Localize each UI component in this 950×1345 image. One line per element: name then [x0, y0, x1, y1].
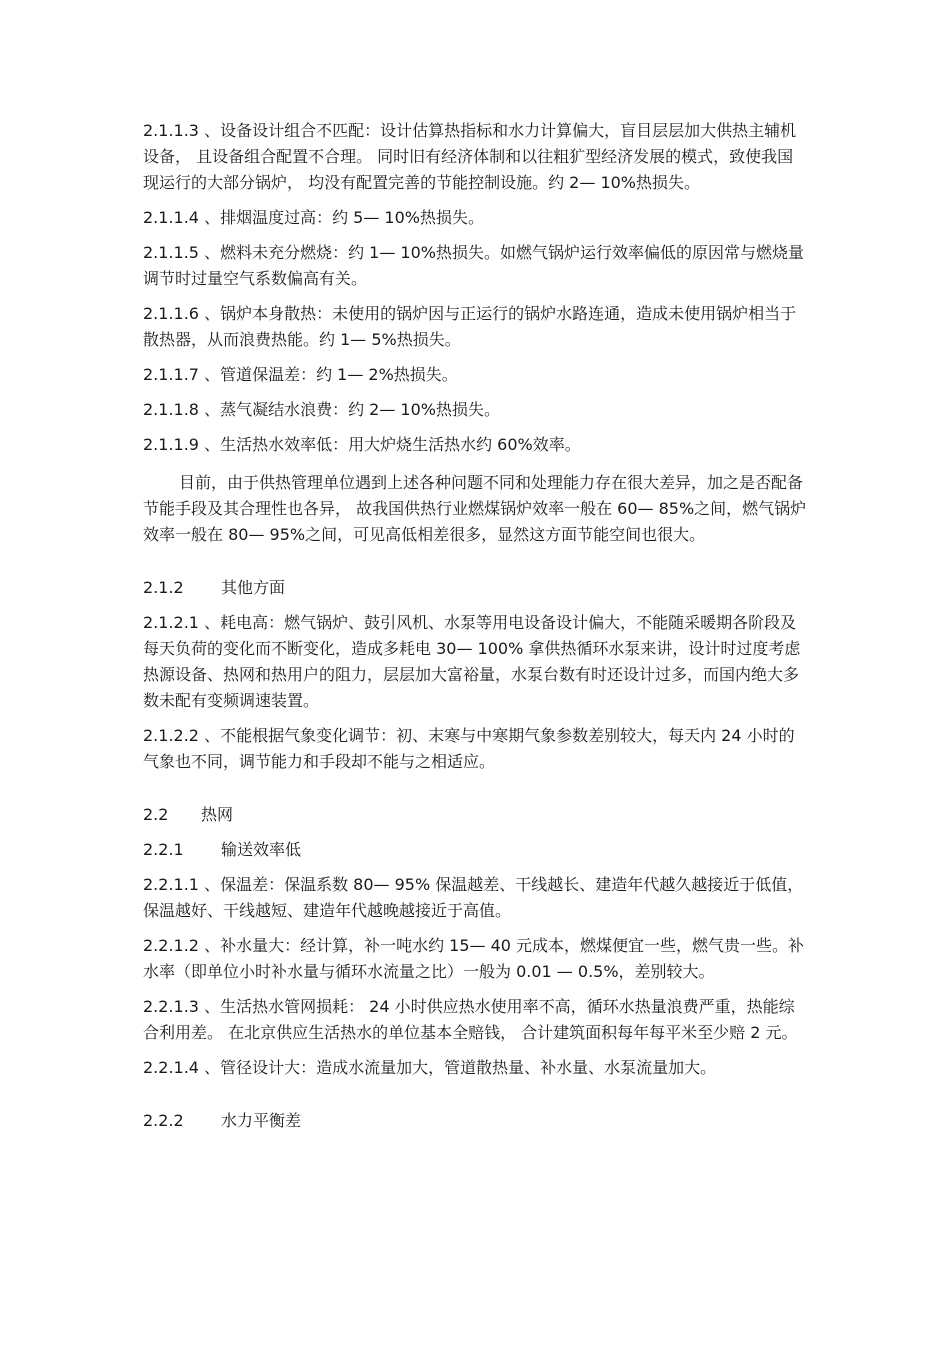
- list-item-paragraph: 2.1.2.2 、不能根据气象变化调节：初、末寒与中寒期气象参数差别较大，每天内 24 小时的气象也不同，调节能力和手段却不能与之相适应。: [143, 726, 795, 771]
- section-heading: [143, 802, 808, 828]
- section-number: 2.2.2: [143, 1111, 184, 1130]
- list-item-paragraph: 2.1.2.1 、耗电高：燃气锅炉、鼓引风机、水泵等用电设备设计偏大，不能随采暖期各阶段及每天负荷的变化而不断变化，造成多耗电 30— 100% 拿供热循环水泵来讲，设计时过度考虑热源设备、热网和热用户的阻力，层层加大富裕量，水泵台数有时还设计过多，而国内绝大多数未配有变频调速装置。: [143, 613, 801, 710]
- list-item-paragraph: 2.2.1.4 、管径设计大：造成水流量加大，管道散热量、补水量、水泵流量加大。: [143, 1058, 717, 1077]
- summary-paragraph: 目前，由于供热管理单位遇到上述各种问题不同和处理能力存在很大差异，加之是否配备节能手段及其合理性也各异， 故我国供热行业燃煤锅炉效率一般在 60— 85%之间，燃气锅炉效率一般在 80— 95%之间，可见高低相差很多，显然这方面节能空间也很大。: [143, 473, 807, 544]
- section-gap: [143, 557, 808, 575]
- list-item-paragraph: 2.1.1.5 、燃料未充分燃烧：约 1— 10%热损失。如燃气锅炉运行效率偏低的原因常与燃烧量调节时过量空气系数偏高有关。: [143, 243, 804, 288]
- section-number: 2.2: [143, 805, 169, 824]
- section-number: 2.2.1: [143, 840, 184, 859]
- section-gap: [143, 1090, 808, 1108]
- section-gap: [143, 784, 808, 802]
- section-heading: [143, 837, 808, 863]
- list-item-paragraph: 2.1.1.6 、锅炉本身散热：未使用的锅炉因与正运行的锅炉水路连通，造成未使用锅炉相当于散热器，从而浪费热能。约 1— 5%热损失。: [143, 304, 797, 349]
- list-item-paragraph: 2.1.1.4 、排烟温度过高：约 5— 10%热损失。: [143, 208, 484, 227]
- list-item-paragraph: 2.1.1.9 、生活热水效率低：用大炉烧生活热水约 60%效率。: [143, 435, 581, 454]
- section-title: 其他方面: [221, 578, 286, 597]
- document-body: [143, 118, 808, 1143]
- section-title: 热网: [201, 805, 234, 824]
- list-item-paragraph: 2.2.1.3 、生活热水管网损耗： 24 小时供应热水使用率不高，循环水热量浪费严重，热能综合利用差。 在北京供应生活热水的单位基本全赔钱， 合计建筑面积每年每平米至少赔 2 元。: [143, 997, 798, 1042]
- list-item-paragraph: 2.1.1.7 、管道保温差：约 1— 2%热损失。: [143, 365, 458, 384]
- section-title: 水力平衡差: [221, 1111, 302, 1130]
- section-number: 2.1.2: [143, 578, 184, 597]
- section-heading: [143, 575, 808, 601]
- section-title: 输送效率低: [221, 840, 302, 859]
- list-item-paragraph: 2.2.1.2 、补水量大：经计算，补一吨水约 15— 40 元成本，燃煤便宜一些，燃气贵一些。补水率（即单位小时补水量与循环水流量之比）一般为 0.01 — 0.5%，差别较大。: [143, 936, 805, 981]
- section-heading: [143, 1108, 808, 1134]
- list-item-paragraph: 2.1.1.8 、蒸气凝结水浪费：约 2— 10%热损失。: [143, 400, 500, 419]
- list-item-paragraph: 2.1.1.3 、设备设计组合不匹配：设计估算热指标和水力计算偏大，盲目层层加大供热主辅机设备， 且设备组合配置不合理。 同时旧有经济体制和以往粗犷型经济发展的模式，致使我国现运行的大部分锅炉， 均没有配置完善的节能控制设施。约 2— 10%热损失。: [143, 121, 797, 192]
- list-item-paragraph: 2.2.1.1 、保温差：保温系数 80— 95% 保温越差、干线越长、建造年代越久越接近于低值，保温越好、干线越短、建造年代越晚越接近于高值。: [143, 875, 804, 920]
